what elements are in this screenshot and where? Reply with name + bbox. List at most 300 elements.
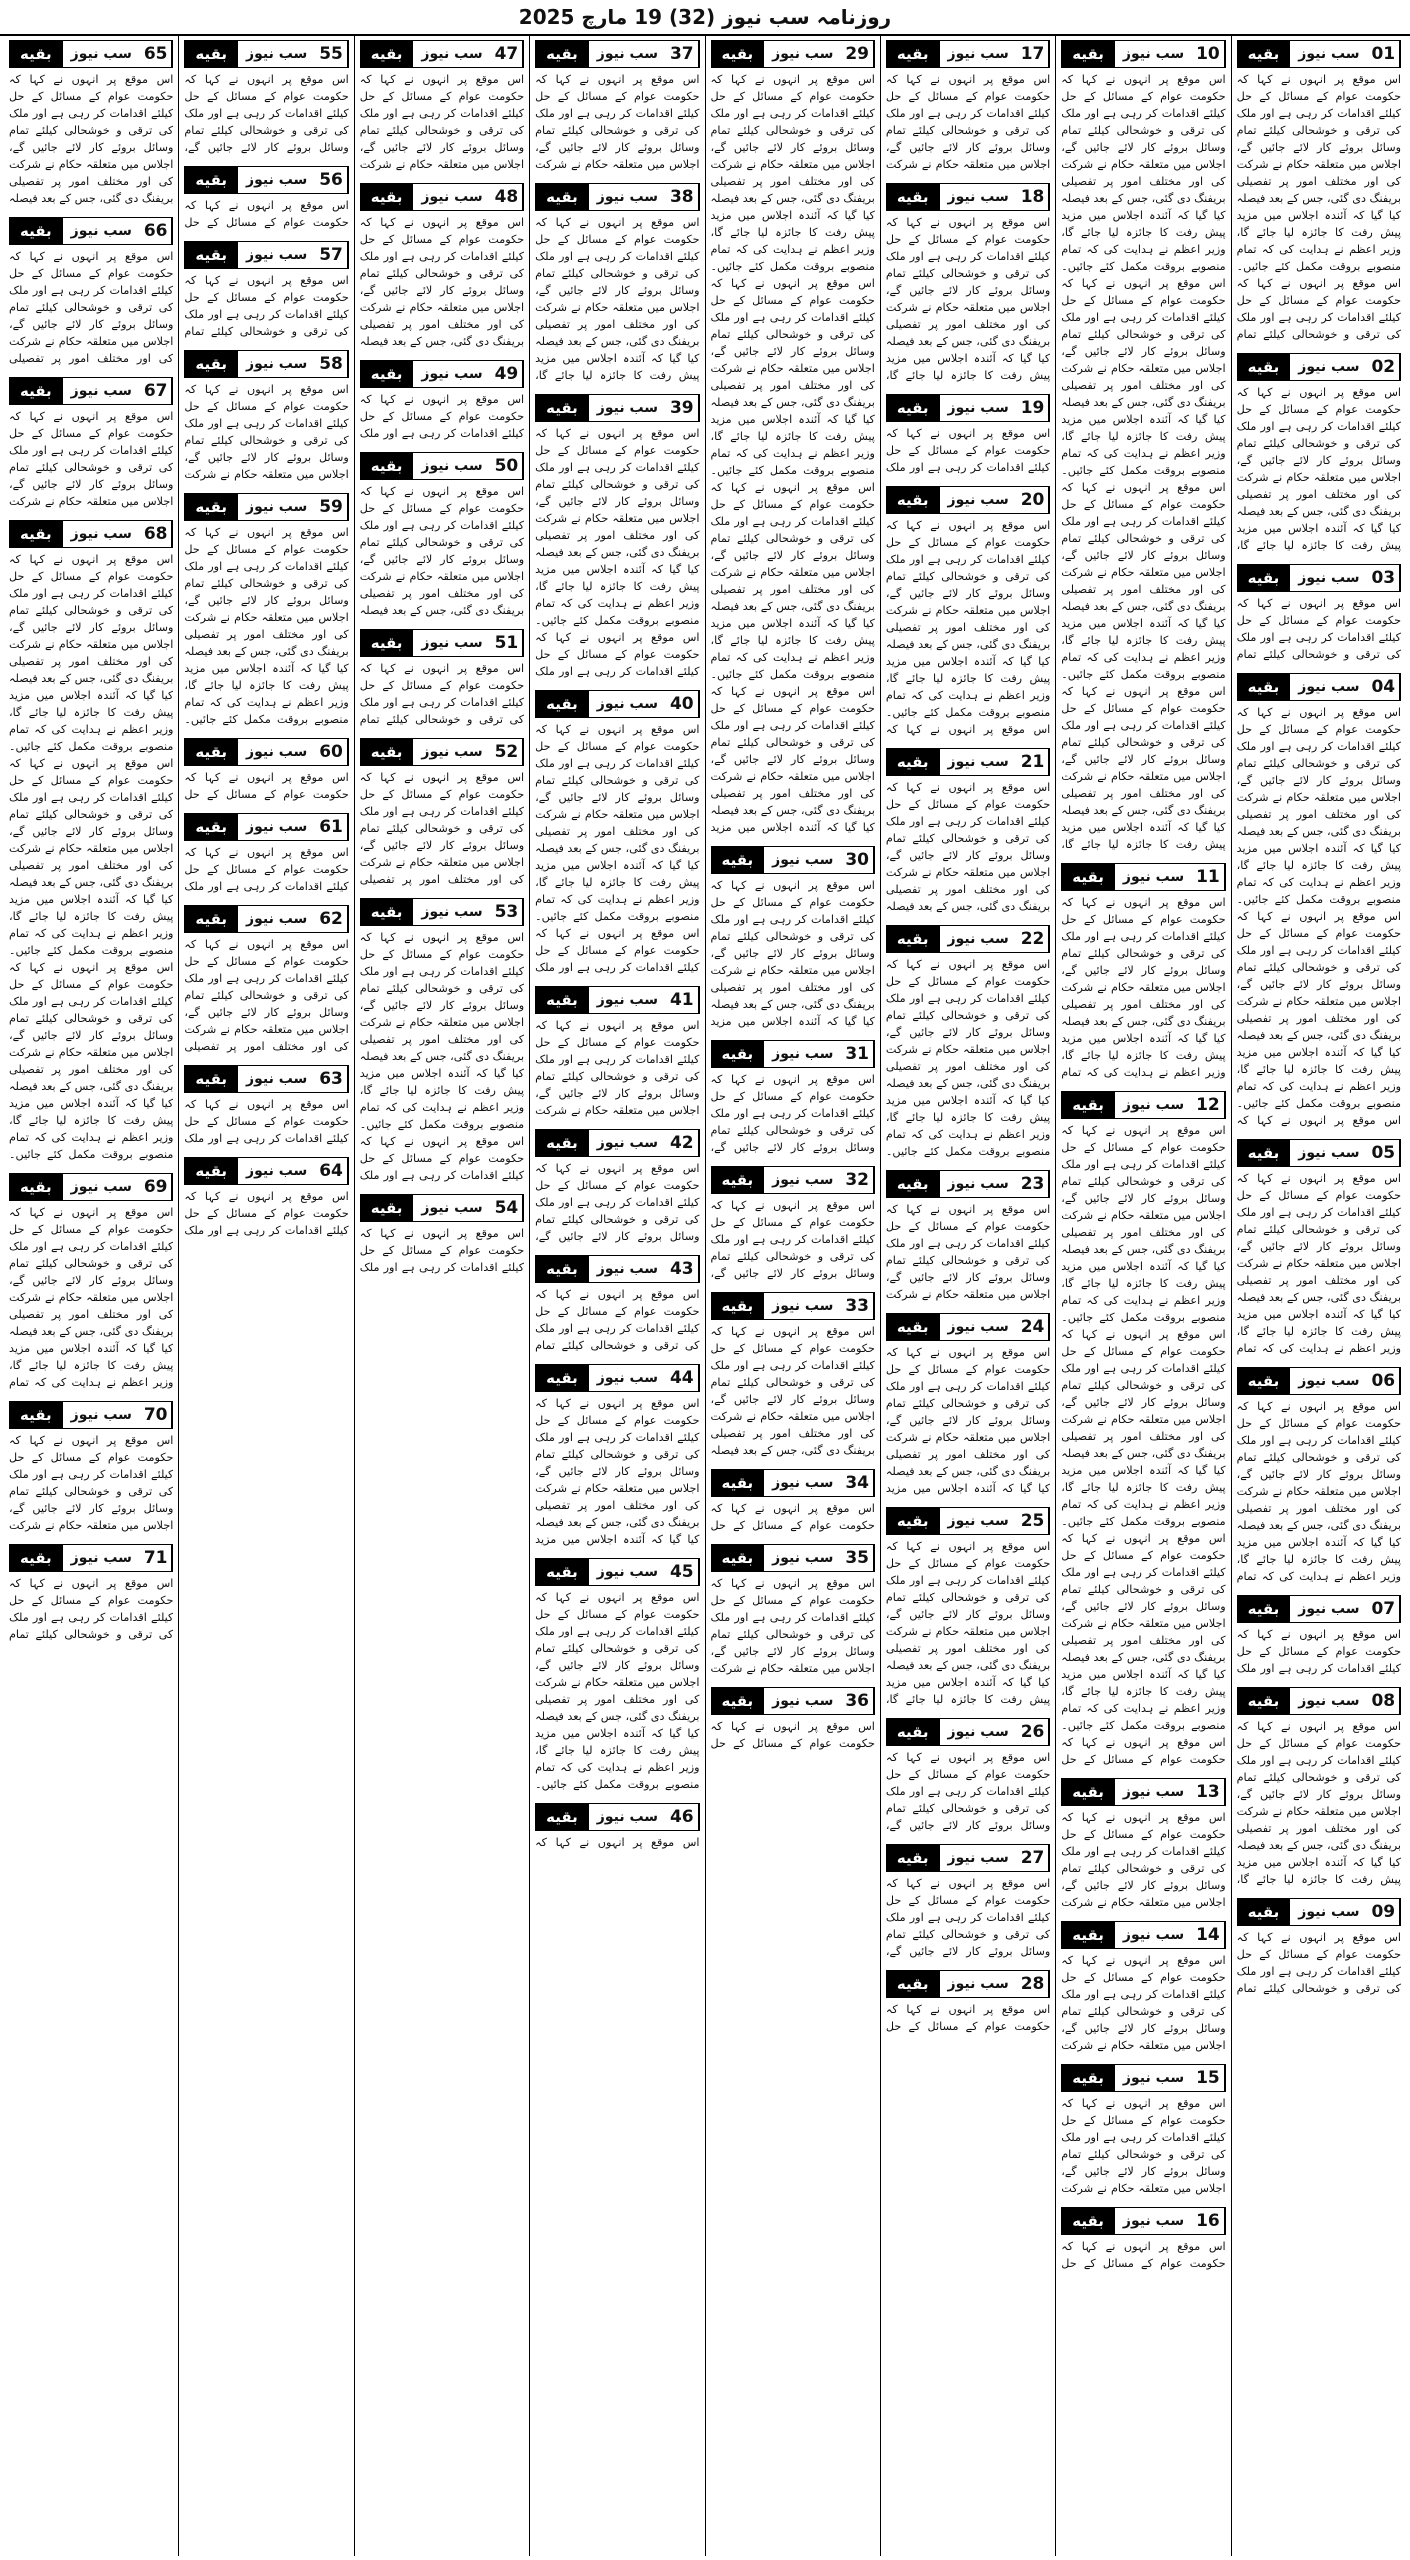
- continuation-item: [1061, 2203, 1225, 2272]
- continuation-label[interactable]: [360, 738, 524, 766]
- sabnews-tag: سب نیوز: [763, 1293, 841, 1319]
- article-text: اس موقع پر انہوں نے کہا کہ حکومت عوام کے مسائل کے حل کیلئے اقدامات کر رہی ہے اور ملک کی ترقی و خوشحالی کیلئے تمام وسائل بروئے کار لائے جائیں گے، اجلاس میں متعلقہ حکام نے شرکت کی اور مختلف امور پر تفصیلی بریفنگ دی گئی، جس کے بعد فیصلہ کیا گیا کہ آئندہ اجلاس میں مزید پیش رفت کا جائزہ لیا جائے گا، وزیر اعظم نے ہدایت کی کہ تمام: [1061, 896, 1226, 1079]
- sabnews-tag: سب نیوز: [1289, 41, 1367, 67]
- article-text: اس موقع پر انہوں نے کہا کہ حکومت عوام کے مسائل کے حل کیلئے اقدامات کر رہی ہے اور ملک کی ترقی و خوشحالی کیلئے تمام وسائل بروئے کار لائے جائیں گے، اجلاس میں متعلقہ حکام نے شرکت: [535, 73, 700, 171]
- article-text: اس موقع پر انہوں نے کہا کہ حکومت عوام کے مسائل کے حل کیلئے اقدامات کر رہی ہے اور ملک کی ترقی و خوشحالی کیلئے تمام وسائل بروئے کار لائے جائیں گے، اجلاس میں متعلقہ حکام نے شرکت کی اور مختلف امور پر تفصیلی بریفنگ دی گئی، جس کے بعد فیصلہ کیا گیا کہ آئندہ اجلاس میں مزید پیش رفت کا جائزہ لیا جائے گا، وزیر اعظم نے ہدایت کی کہ تمام منصوبے بروقت مکمل کئے جائیں۔: [885, 958, 1051, 1158]
- baqia-tag: بقیه: [536, 987, 588, 1013]
- sabnews-tag: سب نیوز: [1289, 354, 1367, 380]
- continuation-label[interactable]: [184, 493, 348, 521]
- sabnews-tag: سب نیوز: [763, 1545, 841, 1571]
- continuation-item: [711, 1036, 875, 1156]
- news-column: [178, 36, 353, 2556]
- continuation-label[interactable]: [535, 183, 699, 211]
- continuation-item: [535, 1125, 699, 1245]
- sabnews-tag: سب نیوز: [939, 1314, 1017, 1340]
- baqia-tag: بقیه: [185, 167, 237, 193]
- baqia-tag: بقیه: [887, 1508, 939, 1534]
- sabnews-tag: سب نیوز: [1289, 674, 1367, 700]
- continuation-number: 62: [315, 906, 347, 932]
- baqia-tag: بقیه: [361, 1195, 413, 1221]
- continuation-label[interactable]: [360, 1194, 524, 1222]
- continuation-label[interactable]: [711, 40, 875, 68]
- baqia-tag: بقیه: [361, 184, 413, 210]
- article-text: اس موقع پر انہوں نے کہا کہ حکومت عوام کے مسائل کے حل کیلئے اقدامات کر رہی ہے اور ملک: [359, 393, 525, 440]
- continuation-label[interactable]: [184, 1065, 348, 1093]
- continuation-label[interactable]: [9, 1544, 173, 1572]
- continuation-item: [711, 1540, 875, 1677]
- sabnews-tag: سب نیوز: [763, 1167, 841, 1193]
- continuation-item: [9, 1540, 173, 1643]
- continuation-label[interactable]: [711, 1292, 875, 1320]
- baqia-tag: بقیه: [1238, 1140, 1290, 1166]
- continuation-item: [1237, 560, 1401, 663]
- article-text: اس موقع پر انہوں نے کہا کہ حکومت عوام کے مسائل کے حل کیلئے اقدامات کر رہی ہے اور ملک کی ترقی و خوشحالی کیلئے تمام وسائل بروئے کار لائے جائیں گے، اجلاس میں متعلقہ حکام نے شرکت: [1061, 2097, 1226, 2195]
- continuation-item: [360, 36, 524, 173]
- continuation-label[interactable]: [9, 377, 173, 405]
- news-column: [529, 36, 704, 2556]
- article-text: اس موقع پر انہوں نے کہا کہ حکومت عوام کے مسائل کے حل کیلئے اقدامات کر رہی ہے اور ملک کی ترقی و خوشحالی کیلئے تمام وسائل بروئے کار لائے جائیں گے، اجلاس میں متعلقہ حکام نے شرکت کی اور مختلف امور پر تفصیلی: [184, 938, 349, 1053]
- sabnews-tag: سب نیوز: [939, 41, 1017, 67]
- continuation-label[interactable]: [1237, 1367, 1401, 1395]
- continuation-number: 54: [491, 1195, 523, 1221]
- continuation-item: [9, 516, 173, 1163]
- continuation-label[interactable]: [535, 394, 699, 422]
- sabnews-tag: سب نیوز: [939, 184, 1017, 210]
- baqia-tag: بقیه: [536, 395, 588, 421]
- continuation-item: [360, 734, 524, 888]
- sabnews-tag: سب نیوز: [412, 630, 490, 656]
- continuation-label[interactable]: [360, 40, 524, 68]
- baqia-tag: بقیه: [536, 1559, 588, 1585]
- continuation-label[interactable]: [886, 183, 1050, 211]
- continuation-label[interactable]: [360, 629, 524, 657]
- continuation-label[interactable]: [886, 394, 1050, 422]
- article-text: اس موقع پر انہوں نے کہا کہ حکومت عوام کے مسائل کے حل کیلئے اقدامات کر رہی ہے اور ملک کی ترقی و خوشحالی کیلئے تمام وسائل بروئے کار لائے جائیں گے، اجلاس میں متعلقہ حکام نے شرکت کی اور مختلف امور پر تفصیلی بریفنگ دی گئی، جس کے بعد فیصلہ کیا گیا کہ آئندہ اجلاس میں مزید پیش رفت کا جائزہ لیا جائے گا،: [885, 216, 1051, 382]
- sabnews-tag: سب نیوز: [237, 351, 315, 377]
- sabnews-tag: سب نیوز: [237, 814, 315, 840]
- continuation-item: [9, 36, 173, 207]
- article-text: اس موقع پر انہوں نے کہا کہ حکومت عوام کے مسائل کے حل کیلئے اقدامات کر رہی ہے اور ملک کی ترقی و خوشحالی کیلئے تمام وسائل بروئے کار لائے جائیں گے، اجلاس میں متعلقہ حکام نے شرکت کی اور مختلف امور پر تفصیلی بریفنگ دی گئی، جس کے بعد فیصلہ کیا گیا کہ آئندہ اجلاس میں مزید پیش رفت کا جائزہ لیا جائے گا،: [1236, 386, 1401, 552]
- continuation-label[interactable]: [1237, 353, 1401, 381]
- continuation-label[interactable]: [711, 1040, 875, 1068]
- continuation-item: [886, 1166, 1050, 1303]
- article-text: اس موقع پر انہوں نے کہا کہ حکومت عوام کے مسائل کے حل کیلئے اقدامات کر رہی ہے اور ملک کی ترقی و خوشحالی کیلئے تمام وسائل بروئے کار لائے جائیں گے، اجلاس میں متعلقہ حکام نے شرکت کی اور مختلف امور پر تفصیلی بریفنگ دی گئی، جس کے بعد فیصلہ: [359, 485, 525, 617]
- sabnews-tag: سب نیوز: [62, 521, 140, 547]
- baqia-tag: بقیه: [1238, 1899, 1290, 1925]
- continuation-number: 55: [315, 41, 347, 67]
- continuation-number: 04: [1368, 674, 1400, 700]
- continuation-number: 28: [1017, 1971, 1049, 1997]
- sabnews-tag: سب نیوز: [1114, 1922, 1192, 1948]
- sabnews-tag: سب نیوز: [62, 41, 140, 67]
- article-text: اس موقع پر انہوں نے کہا کہ حکومت عوام کے مسائل کے حل: [184, 199, 349, 229]
- continuation-number: 57: [315, 242, 347, 268]
- baqia-tag: بقیه: [712, 847, 764, 873]
- article-text: اس موقع پر انہوں نے کہا کہ حکومت عوام کے مسائل کے حل کیلئے اقدامات کر رہی ہے اور ملک کی ترقی و خوشحالی کیلئے تمام وسائل بروئے کار لائے جائیں گے، اجلاس میں متعلقہ حکام نے شرکت: [184, 383, 349, 481]
- article-text: اس موقع پر انہوں نے کہا کہ حکومت عوام کے مسائل کے حل کیلئے اقدامات کر رہی ہے اور ملک کی ترقی و خوشحالی کیلئے تمام وسائل بروئے کار لائے جائیں گے، اجلاس میں متعلقہ حکام نے شرکت کی اور مختلف امور پر تفصیلی بریفنگ دی گئی، جس کے بعد فیصلہ کیا گیا کہ آئندہ اجلاس میں مزید پیش رفت کا جائزہ لیا جائے گا، وزیر اعظم نے ہدایت کی کہ تمام منصوبے بروقت مکمل کئے جائیں۔ اس موقع پر انہوں نے کہا کہ حکومت عوام کے مسائل کے حل کیلئے اقدامات کر رہی ہے اور ملک کی ترقی و خوشحالی کیلئے تمام وسائل بروئے کار لائے جائیں گے، اجلاس میں متعلقہ حکام نے شرکت کی اور مختلف امور پر تفصیلی بریفنگ دی گئی، جس کے بعد فیصلہ کیا گیا کہ آئندہ اجلاس میں مزید پیش رفت کا جائزہ لیا جائے گا، وزیر اعظم نے ہدایت کی کہ تمام منصوبے بروقت مکمل کئے جائیں۔ اس موقع پر انہوں نے کہا کہ حکومت عوام کے مسائل کے حل کیلئے اقدامات کر رہی ہے اور ملک کی ترقی و خوشحالی کیلئے تمام وسائل بروئے کار لائے جائیں گے، اجلاس میں متعلقہ حکام نے شرکت کی اور مختلف امور پر تفصیلی بریفنگ دی گئی، جس کے بعد فیصلہ کیا گیا کہ آئندہ اجلاس میں مزید پیش رفت کا جائزہ لیا جائے گا، وزیر اعظم نے ہدایت کی کہ تمام منصوبے بروقت مکمل کئے جائیں۔: [9, 553, 174, 1161]
- baqia-tag: بقیه: [712, 1470, 764, 1496]
- continuation-label[interactable]: [711, 1166, 875, 1194]
- continuation-label[interactable]: [711, 1469, 875, 1497]
- baqia-tag: بقیه: [10, 41, 62, 67]
- article-text: اس موقع پر انہوں نے کہا کہ حکومت عوام کے مسائل کے حل کیلئے اقدامات کر رہی ہے اور ملک کی ترقی و خوشحالی کیلئے تمام وسائل بروئے کار لائے جائیں گے، اجلاس میں متعلقہ حکام نے شرکت: [885, 1203, 1051, 1301]
- continuation-label[interactable]: [1061, 40, 1225, 68]
- continuation-number: 43: [666, 1256, 698, 1282]
- article-text: اس موقع پر انہوں نے کہا کہ حکومت عوام کے مسائل کے حل کیلئے اقدامات کر رہی ہے اور ملک کی ترقی و خوشحالی کیلئے تمام وسائل بروئے کار لائے جائیں گے، اجلاس میں متعلقہ حکام نے شرکت: [885, 73, 1051, 171]
- article-text: اس موقع پر انہوں نے کہا کہ حکومت عوام کے مسائل کے حل کیلئے اقدامات کر رہی ہے اور ملک کی ترقی و خوشحالی کیلئے تمام وسائل بروئے کار لائے جائیں گے، اجلاس میں متعلقہ حکام نے شرکت کی اور مختلف امور پر تفصیلی بریفنگ دی گئی، جس کے بعد فیصلہ: [710, 1325, 875, 1457]
- continuation-number: 08: [1368, 1688, 1400, 1714]
- continuation-label[interactable]: [886, 1718, 1050, 1746]
- continuation-label[interactable]: [535, 1364, 699, 1392]
- article-text: اس موقع پر انہوں نے کہا کہ حکومت عوام کے مسائل کے حل کیلئے اقدامات کر رہی ہے اور ملک: [184, 1190, 349, 1237]
- continuation-label[interactable]: [886, 486, 1050, 514]
- baqia-tag: بقیه: [536, 1365, 588, 1391]
- continuation-item: [711, 1288, 875, 1459]
- sabnews-tag: سب نیوز: [237, 167, 315, 193]
- baqia-tag: بقیه: [712, 1041, 764, 1067]
- continuation-item: [535, 1799, 699, 1851]
- continuation-label[interactable]: [184, 166, 348, 194]
- baqia-tag: بقیه: [10, 1402, 62, 1428]
- article-text: اس موقع پر انہوں نے کہا کہ حکومت عوام کے مسائل کے حل: [710, 1502, 875, 1532]
- continuation-item: [184, 734, 348, 803]
- article-text: اس موقع پر انہوں نے کہا کہ حکومت عوام کے مسائل کے حل کیلئے اقدامات کر رہی ہے اور ملک: [184, 1098, 349, 1145]
- sabnews-tag: سب نیوز: [412, 361, 490, 387]
- continuation-label[interactable]: [711, 1687, 875, 1715]
- continuation-item: [535, 982, 699, 1119]
- continuation-label[interactable]: [9, 520, 173, 548]
- continuation-item: [360, 1190, 524, 1276]
- article-text: اس موقع پر انہوں نے کہا کہ حکومت عوام کے مسائل کے حل کیلئے اقدامات کر رہی ہے اور ملک کی ترقی و خوشحالی کیلئے تمام وسائل بروئے کار لائے جائیں گے،: [184, 73, 349, 154]
- sabnews-tag: سب نیوز: [1289, 565, 1367, 591]
- article-text: اس موقع پر انہوں نے کہا کہ حکومت عوام کے مسائل کے حل کیلئے اقدامات کر رہی ہے اور ملک کی ترقی و خوشحالی کیلئے تمام وسائل بروئے کار لائے جائیں گے، اجلاس میں متعلقہ حکام نے شرکت کی اور مختلف امور پر تفصیلی بریفنگ دی گئی، جس کے بعد فیصلہ کیا گیا کہ آئندہ اجلاس میں مزید پیش رفت کا جائزہ لیا جائے گا، وزیر اعظم نے ہدایت کی کہ تمام: [9, 1206, 174, 1389]
- continuation-item: [184, 1153, 348, 1239]
- continuation-label[interactable]: [360, 898, 524, 926]
- continuation-label[interactable]: [1237, 1139, 1401, 1167]
- continuation-label[interactable]: [535, 1803, 699, 1831]
- continuation-item: [1237, 1363, 1401, 1585]
- continuation-label[interactable]: [1237, 1595, 1401, 1623]
- continuation-item: [1237, 1591, 1401, 1677]
- baqia-tag: بقیه: [1062, 41, 1114, 67]
- continuation-item: [1061, 2060, 1225, 2197]
- sabnews-tag: سب نیوز: [237, 242, 315, 268]
- continuation-label[interactable]: [1061, 2207, 1225, 2235]
- continuation-number: 49: [491, 361, 523, 387]
- baqia-tag: بقیه: [712, 41, 764, 67]
- sabnews-tag: سب نیوز: [62, 218, 140, 244]
- continuation-label[interactable]: [1061, 1778, 1225, 1806]
- continuation-number: 12: [1192, 1092, 1224, 1118]
- article-text: اس موقع پر انہوں نے کہا کہ حکومت عوام کے مسائل کے حل کیلئے اقدامات کر رہی ہے اور ملک کی ترقی و خوشحالی کیلئے تمام وسائل بروئے کار لائے جائیں گے، اجلاس میں متعلقہ حکام نے شرکت: [1061, 1954, 1226, 2052]
- baqia-tag: بقیه: [1238, 1596, 1290, 1622]
- continuation-label[interactable]: [886, 1844, 1050, 1872]
- article-text: اس موقع پر انہوں نے کہا کہ حکومت عوام کے مسائل کے حل کیلئے اقدامات کر رہی ہے اور ملک کی ترقی و خوشحالی کیلئے تمام وسائل بروئے کار لائے جائیں گے، اجلاس میں متعلقہ حکام نے شرکت کی اور مختلف امور پر تفصیلی بریفنگ دی گئی، جس کے بعد فیصلہ کیا گیا کہ آئندہ اجلاس میں مزید: [885, 1346, 1051, 1495]
- continuation-label[interactable]: [886, 1970, 1050, 1998]
- continuation-item: [9, 373, 173, 510]
- baqia-tag: بقیه: [712, 1545, 764, 1571]
- baqia-tag: بقیه: [887, 749, 939, 775]
- sabnews-tag: سب نیوز: [412, 184, 490, 210]
- continuation-label[interactable]: [1061, 2064, 1225, 2092]
- article-text: اس موقع پر انہوں نے کہا کہ حکومت عوام کے مسائل کے حل کیلئے اقدامات کر رہی ہے اور ملک کی ترقی و خوشحالی کیلئے تمام وسائل بروئے کار لائے جائیں گے، اجلاس میں متعلقہ حکام نے شرکت کی اور مختلف امور پر تفصیلی بریفنگ دی گئی، جس کے بعد فیصلہ کیا گیا کہ آئندہ اجلاس میں مزید پیش رفت کا جائزہ لیا جائے گا، وزیر اعظم نے ہدایت کی کہ تمام: [1236, 1400, 1401, 1583]
- continuation-label[interactable]: [535, 986, 699, 1014]
- sabnews-tag: سب نیوز: [1114, 2065, 1192, 2091]
- continuation-label[interactable]: [1061, 863, 1225, 891]
- continuation-item: [886, 482, 1050, 738]
- continuation-label[interactable]: [1237, 40, 1401, 68]
- baqia-tag: بقیه: [1062, 1779, 1114, 1805]
- sabnews-tag: سب نیوز: [763, 1688, 841, 1714]
- continuation-label[interactable]: [886, 1313, 1050, 1341]
- continuation-number: 69: [140, 1174, 172, 1200]
- article-text: اس موقع پر انہوں نے کہا کہ حکومت عوام کے مسائل کے حل کیلئے اقدامات کر رہی ہے اور ملک کی ترقی و خوشحالی کیلئے تمام وسائل بروئے کار لائے جائیں گے، اجلاس میں متعلقہ حکام نے شرکت کی اور مختلف امور پر تفصیلی بریفنگ دی گئی، جس کے بعد فیصلہ کیا گیا کہ آئندہ اجلاس میں مزید: [535, 1397, 700, 1546]
- article-text: اس موقع پر انہوں نے کہا کہ حکومت عوام کے مسائل کے حل کیلئے اقدامات کر رہی ہے اور ملک کی ترقی و خوشحالی کیلئے تمام وسائل بروئے کار لائے جائیں گے، اجلاس میں متعلقہ حکام نے شرکت کی اور مختلف امور پر تفصیلی بریفنگ دی گئی، جس کے بعد فیصلہ کیا گیا کہ آئندہ اجلاس میں مزید پیش رفت کا جائزہ لیا جائے گا، وزیر اعظم نے ہدایت کی کہ تمام منصوبے بروقت مکمل کئے جائیں۔ اس موقع پر انہوں نے کہا کہ حکومت عوام کے مسائل کے حل کیلئے اقدامات کر رہی ہے اور ملک: [535, 427, 700, 678]
- continuation-item: [711, 1465, 875, 1534]
- baqia-tag: بقیه: [1238, 1368, 1290, 1394]
- article-text: اس موقع پر انہوں نے کہا کہ حکومت عوام کے مسائل کے حل کیلئے اقدامات کر رہی ہے اور ملک کی ترقی و خوشحالی کیلئے تمام وسائل بروئے کار لائے جائیں گے، اجلاس میں متعلقہ حکام نے شرکت کی اور مختلف امور پر تفصیلی بریفنگ دی گئی، جس کے بعد فیصلہ کیا گیا کہ آئندہ اجلاس میں مزید پیش رفت کا جائزہ لیا جائے گا، وزیر اعظم نے ہدایت کی کہ تمام منصوبے بروقت مکمل کئے جائیں۔ اس موقع پر انہوں نے کہا کہ حکومت عوام کے مسائل کے حل کیلئے اقدامات کر رہی ہے اور ملک: [359, 931, 525, 1182]
- continuation-number: 45: [666, 1559, 698, 1585]
- continuation-item: [535, 1251, 699, 1354]
- continuation-item: [886, 1966, 1050, 2035]
- baqia-tag: بقیه: [887, 41, 939, 67]
- continuation-number: 07: [1368, 1596, 1400, 1622]
- article-text: اس موقع پر انہوں نے کہا کہ حکومت عوام کے مسائل کے حل کیلئے اقدامات کر رہی ہے اور ملک کی ترقی و خوشحالی کیلئے تمام وسائل بروئے کار لائے جائیں گے، اجلاس میں متعلقہ حکام نے شرکت کی اور مختلف امور پر تفصیلی بریفنگ دی گئی، جس کے بعد فیصلہ کیا گیا کہ آئندہ اجلاس میں مزید پیش رفت کا جائزہ لیا جائے گا، وزیر اعظم نے ہدایت کی کہ تمام منصوبے بروقت مکمل کئے جائیں۔ اس موقع پر انہوں نے کہا کہ حکومت عوام کے مسائل کے حل کیلئے اقدامات کر رہی ہے اور ملک کی ترقی و خوشحالی کیلئے تمام وسائل بروئے کار لائے جائیں گے، اجلاس میں متعلقہ حکام نے شرکت کی اور مختلف امور پر تفصیلی بریفنگ دی گئی، جس کے بعد فیصلہ کیا گیا کہ آئندہ اجلاس میں مزید پیش رفت کا جائزہ لیا جائے گا، وزیر اعظم نے ہدایت کی کہ تمام منصوبے بروقت مکمل کئے جائیں۔ اس موقع پر انہوں نے کہا کہ حکومت عوام کے مسائل کے حل کیلئے اقدامات کر رہی ہے اور ملک کی ترقی و خوشحالی کیلئے تمام وسائل بروئے کار لائے جائیں گے، اجلاس میں متعلقہ حکام نے شرکت کی اور مختلف امور پر تفصیلی بریفنگ دی گئی، جس کے بعد فیصلہ کیا گیا کہ آئندہ اجلاس میں مزید پیش رفت کا جائزہ لیا جائے گا، وزیر اعظم نے ہدایت کی کہ تمام منصوبے بروقت مکمل کئے جائیں۔ اس موقع پر انہوں نے کہا کہ حکومت عوام کے مسائل کے حل کیلئے اقدامات کر رہی ہے اور ملک کی ترقی و خوشحالی کیلئے تمام وسائل بروئے کار لائے جائیں گے، اجلاس میں متعلقہ حکام نے شرکت کی اور مختلف امور پر تفصیلی بریفنگ دی گئی، جس کے بعد فیصلہ کیا گیا کہ آئندہ اجلاس میں مزید: [710, 73, 875, 834]
- news-column: [1231, 36, 1406, 2556]
- continuation-label[interactable]: [1237, 1687, 1401, 1715]
- baqia-tag: بقیه: [1062, 1092, 1114, 1118]
- baqia-tag: بقیه: [1238, 354, 1290, 380]
- continuation-number: 67: [140, 378, 172, 404]
- continuation-number: 39: [666, 395, 698, 421]
- sabnews-tag: سب نیوز: [939, 1171, 1017, 1197]
- continuation-number: 05: [1368, 1140, 1400, 1166]
- continuation-number: 15: [1192, 2065, 1224, 2091]
- continuation-label[interactable]: [886, 748, 1050, 776]
- continuation-item: [535, 686, 699, 976]
- sabnews-tag: سب نیوز: [939, 1508, 1017, 1534]
- continuation-label[interactable]: [1237, 564, 1401, 592]
- article-text: اس موقع پر انہوں نے کہا کہ حکومت عوام کے مسائل کے حل کیلئے اقدامات کر رہی ہے اور ملک کی ترقی و خوشحالی کیلئے تمام وسائل بروئے کار لائے جائیں گے، اجلاس میں متعلقہ حکام نے شرکت کی اور مختلف امور پر تفصیلی: [359, 771, 525, 886]
- continuation-number: 36: [841, 1688, 873, 1714]
- continuation-label[interactable]: [184, 241, 348, 269]
- baqia-tag: بقیه: [887, 926, 939, 952]
- continuation-label[interactable]: [535, 40, 699, 68]
- continuation-label[interactable]: [9, 40, 173, 68]
- continuation-number: 11: [1192, 864, 1224, 890]
- continuation-number: 63: [315, 1066, 347, 1092]
- continuation-number: 34: [841, 1470, 873, 1496]
- continuation-item: [184, 237, 348, 340]
- continuation-number: 51: [491, 630, 523, 656]
- article-text: اس موقع پر انہوں نے کہا کہ حکومت عوام کے مسائل کے حل کیلئے اقدامات کر رہی ہے اور ملک کی ترقی و خوشحالی کیلئے تمام وسائل بروئے کار لائے جائیں گے، اجلاس میں متعلقہ حکام نے شرکت کی اور مختلف امور پر تفصیلی بریفنگ دی گئی، جس کے بعد فیصلہ کیا گیا کہ آئندہ اجلاس میں مزید پیش رفت کا جائزہ لیا جائے گا، وزیر اعظم نے ہدایت کی کہ تمام منصوبے بروقت مکمل کئے جائیں۔: [535, 1591, 700, 1791]
- continuation-item: [711, 1162, 875, 1282]
- article-text: اس موقع پر انہوں نے کہا کہ حکومت عوام کے مسائل کے حل کیلئے اقدامات کر رہی ہے اور ملک کی ترقی و خوشحالی کیلئے تمام وسائل بروئے کار لائے جائیں گے، اجلاس میں متعلقہ حکام نے شرکت کی اور مختلف امور پر تفصیلی بریفنگ دی گئی، جس کے بعد فیصلہ: [359, 216, 525, 348]
- article-text: اس موقع پر انہوں نے کہا کہ حکومت عوام کے مسائل کے حل کیلئے اقدامات کر رہی ہے اور ملک کی ترقی و خوشحالی کیلئے تمام وسائل بروئے کار لائے جائیں گے، اجلاس میں متعلقہ حکام نے شرکت: [1061, 1811, 1226, 1909]
- article-text: اس موقع پر انہوں نے کہا کہ حکومت عوام کے مسائل کے حل کیلئے اقدامات کر رہی ہے اور ملک کی ترقی و خوشحالی کیلئے تمام: [1236, 1931, 1401, 1995]
- continuation-item: [184, 346, 348, 483]
- continuation-item: [1061, 859, 1225, 1081]
- continuation-item: [886, 36, 1050, 173]
- continuation-number: 65: [140, 41, 172, 67]
- baqia-tag: بقیه: [361, 899, 413, 925]
- article-text: اس موقع پر انہوں نے کہا کہ حکومت عوام کے مسائل کے حل کیلئے اقدامات کر رہی ہے اور ملک کی ترقی و خوشحالی کیلئے تمام وسائل بروئے کار لائے جائیں گے، اجلاس میں متعلقہ حکام نے شرکت: [359, 73, 525, 171]
- baqia-tag: بقیه: [185, 1158, 237, 1184]
- baqia-tag: بقیه: [10, 521, 62, 547]
- continuation-item: [535, 179, 699, 384]
- sabnews-tag: سب نیوز: [939, 1971, 1017, 1997]
- article-text: اس موقع پر انہوں نے کہا کہ حکومت عوام کے مسائل کے حل کیلئے اقدامات کر رہی ہے اور ملک کی ترقی و خوشحالی کیلئے تمام وسائل بروئے کار لائے جائیں گے،: [535, 1162, 700, 1243]
- article-text: اس موقع پر انہوں نے کہا کہ حکومت عوام کے مسائل کے حل: [885, 2003, 1051, 2033]
- sabnews-tag: سب نیوز: [237, 1066, 315, 1092]
- continuation-item: [535, 36, 699, 173]
- sabnews-tag: سب نیوز: [939, 926, 1017, 952]
- article-text: اس موقع پر انہوں نے کہا کہ حکومت عوام کے مسائل کے حل کیلئے اقدامات کر رہی ہے اور ملک کی ترقی و خوشحالی کیلئے تمام وسائل بروئے کار لائے جائیں گے، اجلاس میں متعلقہ حکام نے شرکت کی اور مختلف امور پر تفصیلی بریفنگ دی گئی، جس کے بعد فیصلہ: [9, 73, 174, 205]
- continuation-label[interactable]: [9, 217, 173, 245]
- continuation-number: 50: [491, 453, 523, 479]
- continuation-number: 46: [666, 1804, 698, 1830]
- continuation-label[interactable]: [535, 1558, 699, 1586]
- sabnews-tag: سب نیوز: [588, 1804, 666, 1830]
- article-text: اس موقع پر انہوں نے کہا کہ حکومت عوام کے مسائل کے حل کیلئے اقدامات کر رہی ہے اور ملک کی ترقی و خوشحالی کیلئے تمام وسائل بروئے کار لائے جائیں گے،: [885, 1877, 1051, 1958]
- continuation-label[interactable]: [184, 905, 348, 933]
- continuation-label[interactable]: [1061, 1921, 1225, 1949]
- continuation-number: 25: [1017, 1508, 1049, 1534]
- continuation-number: 40: [666, 691, 698, 717]
- continuation-label[interactable]: [711, 1544, 875, 1572]
- continuation-label[interactable]: [360, 183, 524, 211]
- continuation-number: 64: [315, 1158, 347, 1184]
- continuation-label[interactable]: [1237, 1898, 1401, 1926]
- continuation-number: 61: [315, 814, 347, 840]
- continuation-label[interactable]: [184, 813, 348, 841]
- sabnews-tag: سب نیوز: [237, 41, 315, 67]
- sabnews-tag: سب نیوز: [588, 184, 666, 210]
- sabnews-tag: سب نیوز: [1289, 1688, 1367, 1714]
- baqia-tag: بقیه: [536, 1130, 588, 1156]
- sabnews-tag: سب نیوز: [588, 691, 666, 717]
- article-text: اس موقع پر انہوں نے کہا کہ حکومت عوام کے مسائل کے حل کیلئے اقدامات کر رہی ہے اور ملک کی ترقی و خوشحالی کیلئے تمام وسائل بروئے کار لائے جائیں گے، اجلاس میں متعلقہ حکام نے شرکت: [9, 410, 174, 508]
- article-text: اس موقع پر انہوں نے کہا کہ حکومت عوام کے مسائل کے حل کیلئے اقدامات کر رہی ہے اور ملک کی ترقی و خوشحالی کیلئے تمام وسائل بروئے کار لائے جائیں گے، اجلاس میں متعلقہ حکام نے شرکت کی اور مختلف امور پر تفصیلی بریفنگ دی گئی، جس کے بعد فیصلہ کیا گیا کہ آئندہ اجلاس میں مزید پیش رفت کا جائزہ لیا جائے گا، وزیر اعظم نے ہدایت کی کہ تمام منصوبے بروقت مکمل کئے جائیں۔ اس موقع پر انہوں نے کہا کہ حکومت عوام کے مسائل کے حل کیلئے اقدامات کر رہی ہے اور ملک کی ترقی و خوشحالی کیلئے تمام وسائل بروئے کار لائے جائیں گے، اجلاس میں متعلقہ حکام نے شرکت کی اور مختلف امور پر تفصیلی بریفنگ دی گئی، جس کے بعد فیصلہ کیا گیا کہ آئندہ اجلاس میں مزید پیش رفت کا جائزہ لیا جائے گا، وزیر اعظم نے ہدایت کی کہ تمام منصوبے بروقت مکمل کئے جائیں۔ اس موقع پر انہوں نے کہا کہ حکومت عوام کے مسائل کے حل کیلئے اقدامات کر رہی ہے اور ملک کی ترقی و خوشحالی کیلئے تمام وسائل بروئے کار لائے جائیں گے، اجلاس میں متعلقہ حکام نے شرکت کی اور مختلف امور پر تفصیلی بریفنگ دی گئی، جس کے بعد فیصلہ کیا گیا کہ آئندہ اجلاس میں مزید پیش رفت کا جائزہ لیا جائے گا، وزیر اعظم نے ہدایت کی کہ تمام منصوبے بروقت مکمل کئے جائیں۔ اس موقع پر انہوں نے کہا کہ حکومت عوام کے مسائل کے حل کیلئے اقدامات کر رہی ہے اور ملک کی ترقی و خوشحالی کیلئے تمام وسائل بروئے کار لائے جائیں گے، اجلاس میں متعلقہ حکام نے شرکت کی اور مختلف امور پر تفصیلی بریفنگ دی گئی، جس کے بعد فیصلہ کیا گیا کہ آئندہ اجلاس میں مزید پیش رفت کا جائزہ لیا جائے گا،: [1061, 73, 1226, 851]
- continuation-number: 58: [315, 351, 347, 377]
- continuation-label[interactable]: [886, 925, 1050, 953]
- continuation-number: 37: [666, 41, 698, 67]
- baqia-tag: بقیه: [712, 1167, 764, 1193]
- continuation-item: [9, 1169, 173, 1391]
- sabnews-tag: سب نیوز: [62, 1174, 140, 1200]
- article-text: اس موقع پر انہوں نے کہا کہ حکومت عوام کے مسائل کے حل کیلئے اقدامات کر رہی ہے اور ملک کی ترقی و خوشحالی کیلئے تمام: [535, 1288, 700, 1352]
- continuation-label[interactable]: [1237, 673, 1401, 701]
- continuation-number: 23: [1017, 1171, 1049, 1197]
- sabnews-tag: سب نیوز: [763, 41, 841, 67]
- continuation-label[interactable]: [9, 1401, 173, 1429]
- article-text: اس موقع پر انہوں نے کہا کہ حکومت عوام کے مسائل کے حل کیلئے اقدامات کر رہی ہے اور ملک: [359, 1227, 525, 1274]
- baqia-tag: بقیه: [1238, 565, 1290, 591]
- baqia-tag: بقیه: [361, 630, 413, 656]
- baqia-tag: بقیه: [887, 1314, 939, 1340]
- continuation-number: 22: [1017, 926, 1049, 952]
- continuation-number: 71: [140, 1545, 172, 1571]
- continuation-label[interactable]: [360, 452, 524, 480]
- continuation-item: [711, 1683, 875, 1752]
- continuation-number: 01: [1368, 41, 1400, 67]
- news-column: [354, 36, 529, 2556]
- continuation-item: [711, 842, 875, 1030]
- continuation-number: 48: [491, 184, 523, 210]
- continuation-number: 59: [315, 494, 347, 520]
- baqia-tag: بقیه: [10, 1545, 62, 1571]
- continuation-label[interactable]: [535, 1129, 699, 1157]
- continuation-item: [535, 1554, 699, 1793]
- baqia-tag: بقیه: [361, 361, 413, 387]
- article-text: اس موقع پر انہوں نے کہا کہ حکومت عوام کے مسائل کے حل کیلئے اقدامات کر رہی ہے اور ملک کی ترقی و خوشحالی کیلئے تمام وسائل بروئے کار لائے جائیں گے، اجلاس میں متعلقہ حکام نے شرکت کی اور مختلف امور پر تفصیلی بریفنگ دی گئی، جس کے بعد فیصلہ کیا گیا کہ آئندہ اجلاس میں مزید پیش رفت کا جائزہ لیا جائے گا، وزیر اعظم نے ہدایت کی کہ تمام منصوبے بروقت مکمل کئے جائیں۔: [184, 526, 349, 726]
- continuation-number: 16: [1192, 2208, 1224, 2234]
- continuation-number: 18: [1017, 184, 1049, 210]
- continuation-number: 24: [1017, 1314, 1049, 1340]
- continuation-number: 21: [1017, 749, 1049, 775]
- continuation-label[interactable]: [9, 1173, 173, 1201]
- continuation-number: 56: [315, 167, 347, 193]
- continuation-label[interactable]: [1061, 1091, 1225, 1119]
- continuation-item: [184, 36, 348, 156]
- continuation-label[interactable]: [535, 1255, 699, 1283]
- continuation-item: [360, 894, 524, 1184]
- sabnews-tag: سب نیوز: [237, 906, 315, 932]
- continuation-label[interactable]: [535, 690, 699, 718]
- continuation-number: 20: [1017, 487, 1049, 513]
- continuation-item: [711, 36, 875, 836]
- continuation-label[interactable]: [184, 350, 348, 378]
- continuation-label[interactable]: [184, 1157, 348, 1185]
- baqia-tag: بقیه: [536, 41, 588, 67]
- continuation-number: 42: [666, 1130, 698, 1156]
- continuation-label[interactable]: [711, 846, 875, 874]
- continuation-number: 47: [491, 41, 523, 67]
- baqia-tag: بقیه: [185, 494, 237, 520]
- continuation-label[interactable]: [886, 1507, 1050, 1535]
- sabnews-tag: سب نیوز: [763, 1470, 841, 1496]
- continuation-label[interactable]: [360, 360, 524, 388]
- sabnews-tag: سب نیوز: [939, 1719, 1017, 1745]
- continuation-item: [886, 744, 1050, 915]
- sabnews-tag: سب نیوز: [237, 494, 315, 520]
- sabnews-tag: سب نیوز: [588, 1256, 666, 1282]
- continuation-label[interactable]: [184, 40, 348, 68]
- article-text: اس موقع پر انہوں نے کہا کہ حکومت عوام کے مسائل کے حل کیلئے اقدامات کر رہی ہے اور ملک کی ترقی و خوشحالی کیلئے تمام وسائل بروئے کار لائے جائیں گے، اجلاس میں متعلقہ حکام نے شرکت کی اور مختلف امور پر تفصیلی بریفنگ دی گئی، جس کے بعد فیصلہ کیا گیا کہ آئندہ اجلاس میں مزید پیش رفت کا جائزہ لیا جائے گا، وزیر اعظم نے ہدایت کی کہ تمام منصوبے بروقت مکمل کئے جائیں۔ اس موقع پر انہوں نے کہا کہ حکومت عوام کے مسائل کے حل کیلئے اقدامات کر رہی ہے اور ملک کی ترقی و خوشحالی کیلئے تمام: [1236, 73, 1401, 341]
- continuation-item: [184, 489, 348, 728]
- sabnews-tag: سب نیوز: [588, 987, 666, 1013]
- article-text: اس موقع پر انہوں نے کہا کہ: [535, 1836, 700, 1849]
- article-text: اس موقع پر انہوں نے کہا کہ حکومت عوام کے مسائل کے حل کیلئے اقدامات کر رہی ہے اور ملک کی ترقی و خوشحالی کیلئے تمام: [184, 274, 349, 338]
- sabnews-tag: سب نیوز: [1114, 864, 1192, 890]
- article-text: اس موقع پر انہوں نے کہا کہ حکومت عوام کے مسائل کے حل کیلئے اقدامات کر رہی ہے اور ملک کی ترقی و خوشحالی کیلئے تمام وسائل بروئے کار لائے جائیں گے، اجلاس میں متعلقہ حکام نے شرکت کی اور مختلف امور پر تفصیلی بریفنگ دی گئی، جس کے بعد فیصلہ کیا گیا کہ آئندہ اجلاس میں مزید پیش رفت کا جائزہ لیا جائے گا، وزیر اعظم نے ہدایت کی کہ تمام: [1236, 1172, 1401, 1355]
- continuation-label[interactable]: [886, 40, 1050, 68]
- article-text: اس موقع پر انہوں نے کہا کہ حکومت عوام کے مسائل کے حل کیلئے اقدامات کر رہی ہے اور ملک کی ترقی و خوشحالی کیلئے تمام وسائل بروئے کار لائے جائیں گے، اجلاس میں متعلقہ حکام نے شرکت کی اور مختلف امور پر تفصیلی بریفنگ دی گئی، جس کے بعد فیصلہ کیا گیا کہ آئندہ اجلاس میں مزید: [710, 879, 875, 1028]
- continuation-number: 52: [491, 739, 523, 765]
- continuation-label[interactable]: [184, 738, 348, 766]
- article-text: اس موقع پر انہوں نے کہا کہ حکومت عوام کے مسائل کے حل: [184, 771, 349, 801]
- baqia-tag: بقیه: [185, 351, 237, 377]
- article-text: اس موقع پر انہوں نے کہا کہ حکومت عوام کے مسائل کے حل کیلئے اقدامات کر رہی ہے اور ملک کی ترقی و خوشحالی کیلئے تمام: [1236, 597, 1401, 661]
- continuation-item: [184, 809, 348, 895]
- continuation-number: 14: [1192, 1922, 1224, 1948]
- baqia-tag: بقیه: [536, 1256, 588, 1282]
- continuation-number: 09: [1368, 1899, 1400, 1925]
- sabnews-tag: سب نیوز: [412, 899, 490, 925]
- continuation-number: 41: [666, 987, 698, 1013]
- sabnews-tag: سب نیوز: [412, 453, 490, 479]
- continuation-label[interactable]: [886, 1170, 1050, 1198]
